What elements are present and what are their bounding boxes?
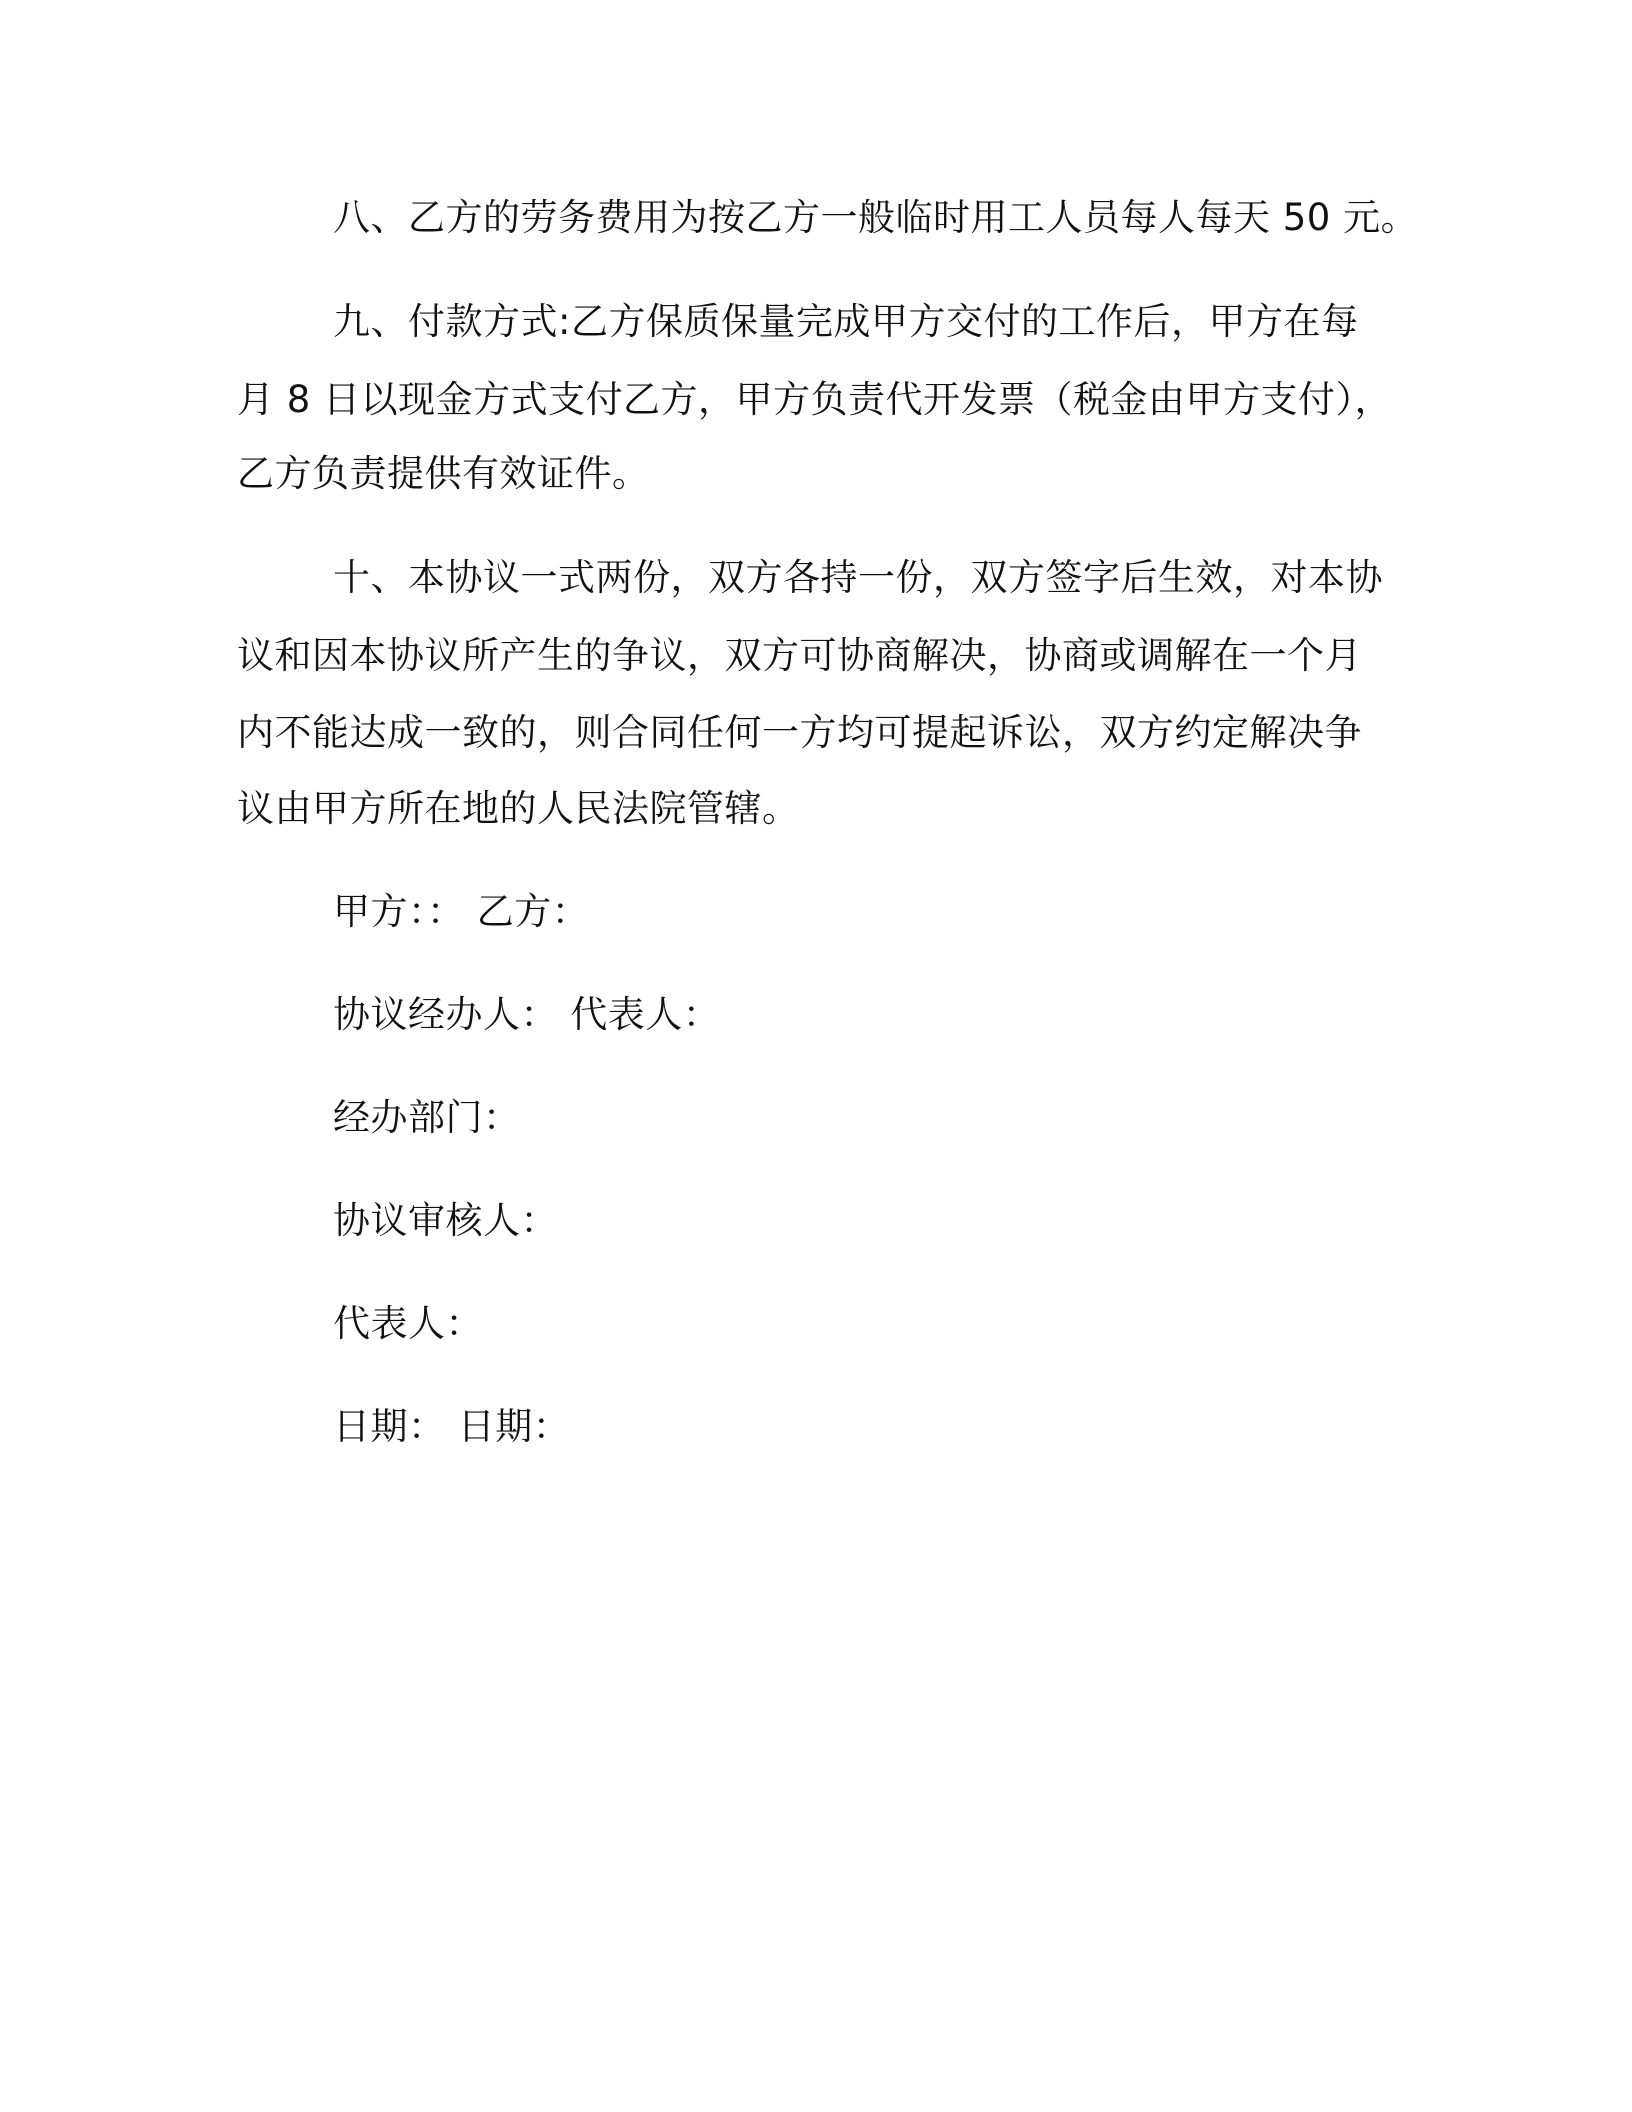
signature-parties: 甲方：： 乙方： bbox=[333, 890, 590, 933]
clause-8-line-1: 八、乙方的劳务费用为按乙方一般临时用工人员每人每天 50 元。 bbox=[333, 196, 1419, 239]
clause-9-line-3: 乙方负责提供有效证件。 bbox=[237, 452, 650, 495]
clause-10-line-1: 十、本协议一式两份，双方各持一份，双方签字后生效，对本协 bbox=[333, 556, 1383, 599]
signature-reviewer: 协议审核人： bbox=[333, 1199, 558, 1242]
signature-representative: 代表人： bbox=[333, 1302, 483, 1345]
clause-10-line-4: 议由甲方所在地的人民法院管辖。 bbox=[237, 787, 800, 830]
clause-9-line-2: 月 8 日以现金方式支付乙方，甲方负责代开发票（税金由甲方支付）， bbox=[237, 378, 1393, 421]
clause-10-line-3: 内不能达成一致的，则合同任何一方均可提起诉讼，双方约定解决争 bbox=[237, 711, 1362, 754]
signature-agent-representative: 协议经办人： 代表人： bbox=[333, 993, 721, 1036]
clause-9-line-1: 九、付款方式:乙方保质保量完成甲方交付的工作后，甲方在每 bbox=[333, 300, 1359, 343]
signature-dates: 日期： 日期： bbox=[333, 1405, 571, 1448]
signature-department: 经办部门： bbox=[333, 1096, 521, 1139]
clause-10-line-2: 议和因本协议所产生的争议，双方可协商解决，协商或调解在一个月 bbox=[237, 634, 1362, 677]
